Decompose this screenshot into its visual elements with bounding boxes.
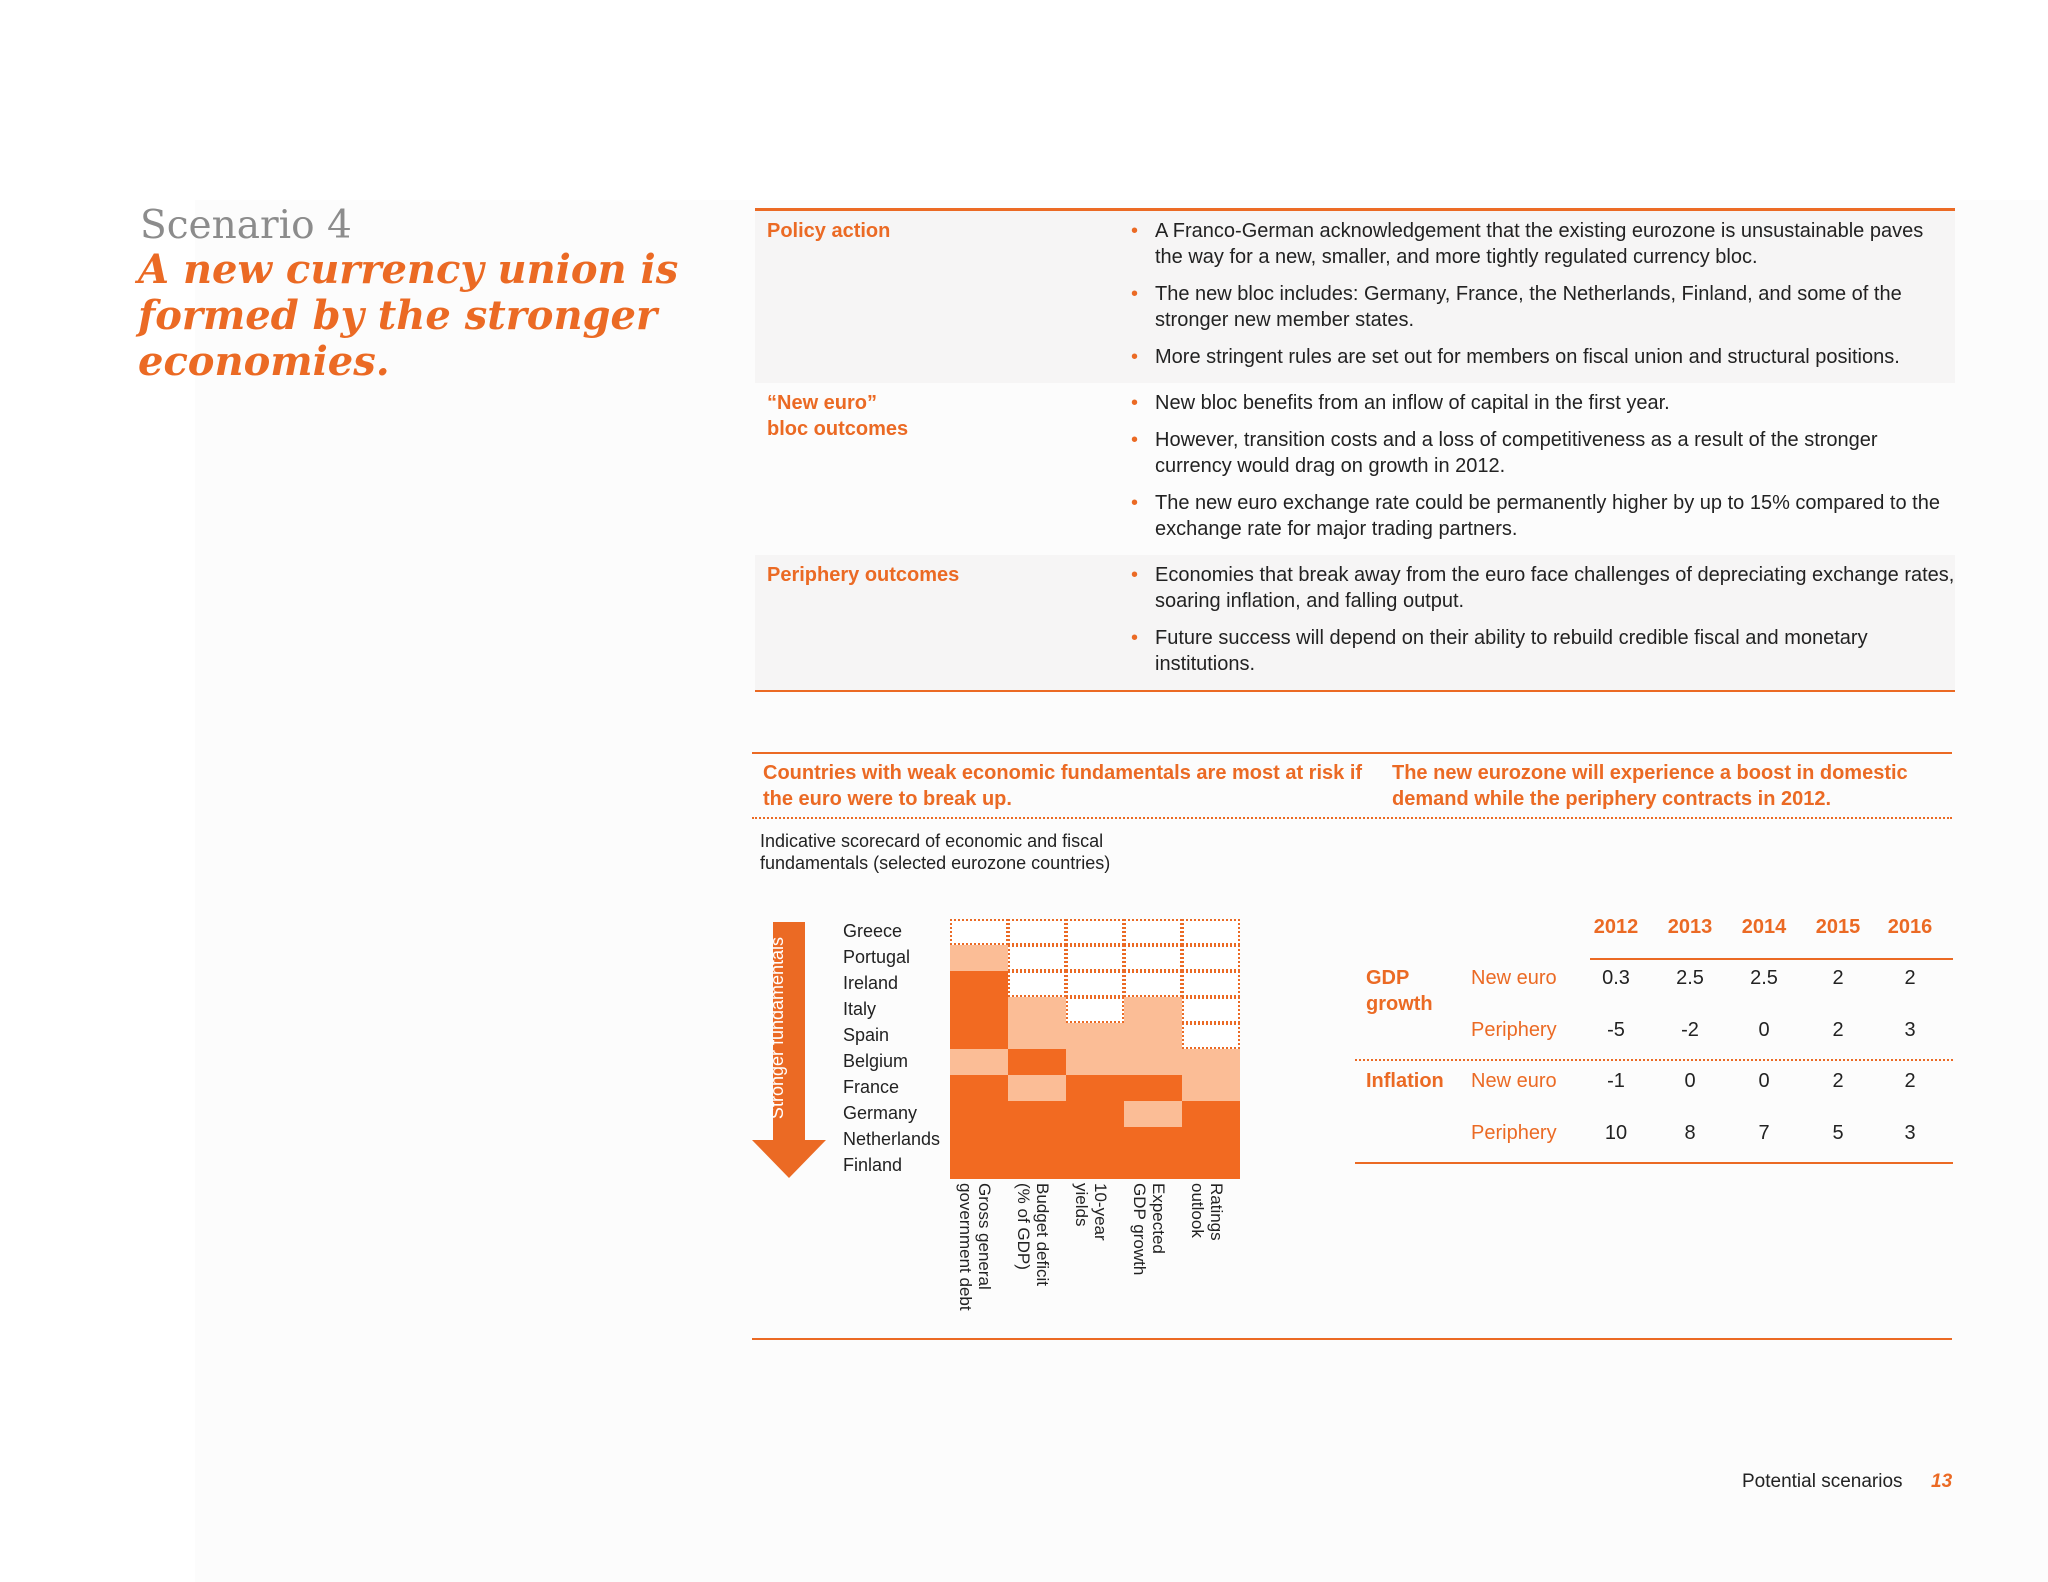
country-label: Spain: [843, 1025, 890, 1045]
scorecard-column-label: 10-year yields: [1072, 1183, 1110, 1241]
scorecard-cell-medium: [1066, 1049, 1124, 1075]
scorecard-cell-strong: [1066, 1153, 1124, 1179]
scorecard-cell-strong: [1008, 1153, 1066, 1179]
table-cell: 2: [1904, 967, 1916, 989]
country-label: Netherlands: [843, 1129, 941, 1149]
scorecard-cell-weak: [1124, 919, 1182, 945]
scorecard-cell-medium: [1124, 1023, 1182, 1049]
scorecard-cell-strong: [1066, 1075, 1124, 1101]
country-label: Belgium: [843, 1051, 909, 1071]
policy-bullet-list: [1125, 390, 1955, 553]
scorecard-cell-medium: [1008, 1075, 1066, 1101]
scorecard-cell-weak: [1182, 919, 1240, 945]
scorecard-cell-strong: [950, 1127, 1008, 1153]
scorecard-cell-weak: [1124, 945, 1182, 971]
table-group-divider: [1355, 1059, 1953, 1061]
bullet-dot-icon: •: [1131, 627, 1139, 649]
policy-row-new-euro: [755, 383, 1955, 555]
row-group-label: GDP growth: [1366, 967, 1433, 1015]
table-header-rule: [1590, 958, 1953, 960]
scorecard-cell-medium: [1182, 1075, 1240, 1101]
scorecard-cell-weak: [950, 919, 1008, 945]
scorecard-cell-medium: [1124, 997, 1182, 1023]
scorecard-cell-weak: [1066, 971, 1124, 997]
scorecard-cell-weak: [1182, 971, 1240, 997]
section-rule: [752, 1338, 1952, 1340]
scorecard-cell-strong: [1182, 1127, 1240, 1153]
scorecard-cell-strong: [1066, 1127, 1124, 1153]
section-rule: [752, 752, 1952, 754]
policy-row-label: Periphery outcomes: [767, 564, 960, 586]
scorecard-cell-medium: [1066, 1023, 1124, 1049]
scorecard-cell-weak: [1182, 997, 1240, 1023]
scorecard-column-label: Gross general government debt: [956, 1183, 994, 1311]
scorecard-cell-strong: [1124, 1127, 1182, 1153]
table-cell: 2.5: [1750, 967, 1778, 989]
year-header: 2016: [1887, 916, 1933, 938]
scorecard-column-label: Expected GDP growth: [1130, 1183, 1168, 1276]
scorecard-cell-strong: [1182, 1101, 1240, 1127]
scorecard-column-label: Ratings outlook: [1188, 1183, 1226, 1241]
policy-bullet: • New bloc benefits from an inflow of capital in the first year.: [1131, 392, 1670, 414]
policy-bullet-list: [1125, 562, 1955, 688]
footer-section-name: Potential scenarios: [1742, 1471, 1903, 1492]
arrow-label: Stronger fundamentals: [767, 936, 787, 1120]
row-label: New euro: [1471, 1070, 1557, 1092]
scorecard-cell-strong: [1182, 1153, 1240, 1179]
year-header: 2012: [1593, 916, 1639, 938]
table-cell: -5: [1607, 1019, 1625, 1041]
scorecard-cell-medium: [950, 1049, 1008, 1075]
table-cell: 2: [1904, 1070, 1916, 1092]
scorecard-cell-strong: [950, 971, 1008, 997]
policy-bullet: • The new euro exchange rate could be permanently higher by up to 15% compared to the exchange rate for major trading partners.: [1131, 492, 1940, 540]
row-label: Periphery: [1471, 1019, 1557, 1041]
table-cell: 2.5: [1676, 967, 1704, 989]
policy-row-periphery: [755, 555, 1955, 690]
table-cell: 8: [1684, 1122, 1696, 1144]
page-number: 13: [1931, 1471, 1953, 1492]
policy-bullet: • Future success will depend on their ability to rebuild credible fiscal and monetary institutions.: [1131, 627, 1868, 675]
country-label: France: [843, 1077, 900, 1097]
down-arrow-icon: [752, 922, 826, 1179]
country-label: Germany: [843, 1103, 918, 1123]
scorecard-cell-medium: [1124, 1049, 1182, 1075]
policy-bullet: • More stringent rules are set out for members on fiscal union and structural positions.: [1131, 346, 1900, 368]
scorecard-cell-weak: [1008, 919, 1066, 945]
table-cell: -2: [1681, 1019, 1699, 1041]
scorecard-cell-medium: [1008, 997, 1066, 1023]
scorecard-cell-weak: [1182, 1023, 1240, 1049]
scorecard-cell-weak: [1066, 997, 1124, 1023]
scorecard-cell-medium: [1008, 1023, 1066, 1049]
table-cell: 0: [1758, 1019, 1770, 1041]
row-label: New euro: [1471, 967, 1557, 989]
table-cell: 2: [1832, 1070, 1844, 1092]
scorecard-subtitle: Indicative scorecard of economic and fiscal fundamentals (selected eurozone countries): [760, 831, 1111, 873]
page-title: A new currency union is formed by the stronger economies.: [138, 246, 679, 385]
scorecard-cell-weak: [1182, 945, 1240, 971]
table-cell: 0: [1684, 1070, 1696, 1092]
scorecard-cell-strong: [1066, 1101, 1124, 1127]
policy-row-policy-action: [755, 211, 1955, 383]
year-header: 2014: [1741, 916, 1787, 938]
scorecard-cell-strong: [1124, 1153, 1182, 1179]
bullet-dot-icon: •: [1131, 492, 1139, 514]
scorecard-cell-weak: [1066, 945, 1124, 971]
bullet-dot-icon: •: [1131, 429, 1139, 451]
policy-row-label: “New euro” bloc outcomes: [767, 392, 909, 440]
country-label: Italy: [843, 999, 877, 1019]
table-cell: 2: [1832, 967, 1844, 989]
scorecard-cell-strong: [1008, 1127, 1066, 1153]
table-cell: 3: [1904, 1122, 1916, 1144]
country-label: Ireland: [843, 973, 899, 993]
policy-bullet: • However, transition costs and a loss of competitiveness as a result of the stronger currency would drag on growth in 2012.: [1131, 429, 1878, 477]
policy-row-label: Policy action: [767, 220, 891, 242]
policy-table: [755, 208, 1955, 692]
bullet-dot-icon: •: [1131, 346, 1139, 368]
scorecard-cell-strong: [950, 1023, 1008, 1049]
country-label: Finland: [843, 1155, 903, 1175]
scorecard-cell-medium: [1124, 1101, 1182, 1127]
table-cell: 0: [1758, 1070, 1770, 1092]
table-cell: -1: [1607, 1070, 1625, 1092]
country-label: Greece: [843, 921, 903, 941]
year-header: 2015: [1815, 916, 1861, 938]
bullet-dot-icon: •: [1131, 392, 1139, 414]
table-bottom-rule: [1355, 1162, 1953, 1164]
bullet-dot-icon: •: [1131, 283, 1139, 305]
scorecard-cell-medium: [1182, 1049, 1240, 1075]
scorecard-cell-strong: [1008, 1049, 1066, 1075]
scorecard-cell-strong: [1124, 1075, 1182, 1101]
table-cell: 5: [1832, 1122, 1844, 1144]
scorecard-cell-weak: [1124, 971, 1182, 997]
scorecard-cell-strong: [950, 1101, 1008, 1127]
scorecard-cell-weak: [1008, 971, 1066, 997]
scorecard-cell-strong: [950, 1153, 1008, 1179]
scorecard-cell-medium: [950, 945, 1008, 971]
policy-bullet: • The new bloc includes: Germany, France, the Netherlands, Finland, and some of the stronger new member states.: [1131, 283, 1902, 331]
scorecard-headline: Countries with weak economic fundamentals are most at risk if the euro were to break up.: [763, 762, 1363, 810]
country-label: Portugal: [843, 947, 911, 967]
section-dotted-rule: [752, 817, 1952, 819]
year-header: 2013: [1667, 916, 1713, 938]
table-cell: 3: [1904, 1019, 1916, 1041]
scorecard-cell-strong: [950, 1075, 1008, 1101]
table-cell: 2: [1832, 1019, 1844, 1041]
row-label: Periphery: [1471, 1122, 1557, 1144]
scorecard-column-label: Budget deficit (% of GDP): [1014, 1183, 1052, 1287]
scorecard-cell-weak: [1008, 945, 1066, 971]
policy-bullet: • Economies that break away from the euro face challenges of depreciating exchange rates, soaring inflation, and falling output.: [1131, 564, 1955, 612]
outlook-headline: The new eurozone will experience a boost in domestic demand while the periphery contracts in 2012.: [1392, 762, 1908, 810]
scorecard-cell-strong: [950, 997, 1008, 1023]
scorecard-cell-strong: [1008, 1101, 1066, 1127]
bullet-dot-icon: •: [1131, 220, 1139, 242]
scorecard-cell-weak: [1066, 919, 1124, 945]
table-cell: 10: [1604, 1122, 1628, 1144]
row-group-label: Inflation: [1366, 1070, 1444, 1092]
table-cell: 7: [1758, 1122, 1770, 1144]
policy-bullet-list: [1125, 218, 1955, 381]
bullet-dot-icon: •: [1131, 564, 1139, 586]
table-cell: 0.3: [1602, 967, 1630, 989]
policy-bullet: • A Franco-German acknowledgement that the existing eurozone is unsustainable paves the way for a new, smaller, and more tightly regulated currency bloc.: [1131, 220, 1924, 268]
scenario-label: Scenario 4: [140, 203, 352, 248]
